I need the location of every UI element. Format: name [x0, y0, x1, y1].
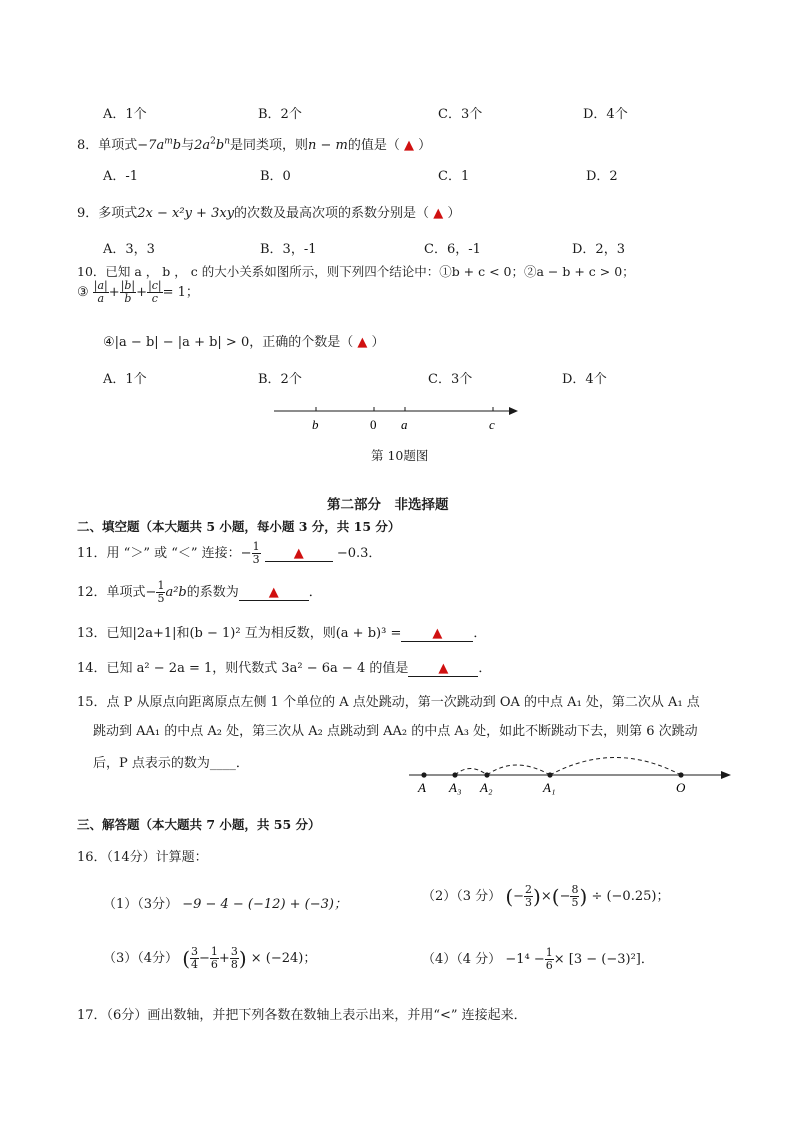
q15-jump-arc-1: [550, 758, 681, 776]
q9-marker: ▲: [433, 206, 444, 221]
q16-p3-d3: 8: [230, 958, 238, 971]
q10-axis-arrow: [509, 407, 518, 415]
q9-expr: 2x − x²y + 3xy: [137, 206, 235, 221]
q8-expr1: −7a: [137, 138, 165, 153]
q13-answer-blank[interactable]: [401, 626, 473, 642]
q13-tail: ．: [473, 626, 487, 641]
q10-label-c: c: [489, 417, 495, 432]
q16-p2-tail: ÷ (−0.25)；: [591, 889, 670, 904]
q16-p4-den: 6: [545, 959, 553, 972]
q9-option-c: C．6，-1: [424, 242, 481, 257]
q16-p2-frac-b-den: 5: [571, 896, 579, 909]
q12-answer-blank[interactable]: [239, 585, 309, 601]
q16-p3-frac-1: [190, 946, 199, 971]
q16-p2-frac-a: [524, 884, 533, 909]
q10-circled-3: ③: [77, 285, 89, 300]
q8-marker: ▲: [404, 138, 415, 153]
q9-option-b: B．3，-1: [260, 242, 317, 257]
q13-text: 13．已知|2a+1|和(b − 1)² 互为相反数，则(a + b)³ =: [77, 626, 402, 641]
q7-option-b: B．2个: [258, 107, 302, 122]
q8-expr2-b: b: [215, 138, 225, 153]
q17: 17．（6分）画出数轴，并把下列各数在数轴上表示出来，并用“<” 连接起来．: [77, 1008, 527, 1023]
q10-number-line: [270, 400, 525, 436]
q15-jump-arc-3: [455, 769, 487, 776]
q15-label-a: A: [418, 780, 426, 795]
q10-frac-b-num: |b|: [120, 279, 136, 292]
q15-point-a: [421, 772, 426, 777]
q10-label-0: 0: [370, 417, 377, 432]
q12-tail1: 的系数为: [186, 585, 239, 600]
q9-stem: [77, 202, 460, 221]
q10-frac-a-num: |a|: [93, 279, 108, 292]
q10-marker: ▲: [357, 335, 368, 350]
q8-expr2-sup2: n: [224, 136, 230, 147]
q10-frac-b-den: b: [124, 292, 132, 305]
q15-point-a2: [484, 772, 489, 777]
q16-p3-rparen: ): [238, 946, 247, 971]
q10-close: ）: [371, 335, 385, 350]
q10-label-b: b: [312, 417, 319, 432]
q16-part3: （3）（4分） ( $\frac{3}{4}$ − $\frac{1}{6}$ + $\frac{3}{8}$ ) × (−24)；: [103, 945, 317, 971]
q16-p3-n2: 1: [210, 945, 218, 958]
q9-tail: 的次数及最高次项的系数分别是（: [234, 206, 430, 221]
q10-line2: ③ $\frac{|a|}{a}$ + $\frac{|b|}{b}$ + $\frac{|c|}{c}$ = 1；: [77, 279, 199, 305]
q15-jump-arc-2: [487, 765, 550, 775]
q13: [77, 622, 486, 642]
q8-tail2: 的值是（: [347, 138, 400, 153]
q10-option-d: D．4个: [562, 372, 607, 387]
q11-frac-num: 1: [252, 540, 260, 553]
q8-expr2-sup1: 2: [210, 136, 216, 147]
q10-line2-tail: = 1；: [162, 285, 199, 300]
q16-p3-d2: 6: [210, 958, 218, 971]
q11-frac-den: 3: [252, 553, 260, 566]
q10-frac-a-den: a: [97, 292, 105, 305]
q16-p3-n3: 3: [230, 945, 238, 958]
q15-line1: 15．点 P 从原点向距离原点左侧 1 个单位的 A 点处跳动，第一次跳动到 OA 的中点 A₁ 处，第二次从 A₁ 点: [77, 695, 700, 710]
q16-p2-frac-b-num: 8: [571, 883, 579, 896]
q8-tail: 是同类项，则: [229, 138, 308, 153]
q11-frac: [252, 541, 261, 566]
q16-p3-frac-2: [210, 946, 219, 971]
q12-marker: ▲: [268, 585, 279, 600]
q16-p2-lparen2: (: [551, 884, 560, 909]
q8-expr1-tail: b: [172, 138, 182, 153]
q10-frac-c: [147, 280, 163, 305]
q10-line3-text: ④|a − b| − |a + b| > 0，正确的个数是（: [103, 335, 354, 350]
q16-p2-label: （2）（3 分）: [422, 889, 502, 904]
q16-p2-frac-a-num: 2: [525, 883, 533, 896]
q16-part1: [103, 893, 347, 912]
q11-prefix: 11．用 “＞” 或 “＜” 连接：−: [77, 546, 252, 561]
q15-line2: 跳动到 AA₁ 的中点 A₂ 处，第三次从 A₂ 点跳动到 AA₂ 的中点 A₃ 处，如此不断跳动下去，则第 6 次跳动: [93, 724, 698, 739]
q14-text: 14．已知 a² − 2a = 1，则代数式 3a² − 6a − 4 的值是: [77, 661, 409, 676]
q10-option-c: C．3个: [428, 372, 473, 387]
q8-expr3: n − m: [308, 138, 348, 153]
q15-point-o: [678, 772, 683, 777]
q8-option-a: A．-1: [103, 169, 139, 184]
q10-frac-c-den: c: [151, 292, 158, 305]
q9-option-a: A．3，3: [103, 242, 155, 257]
q7-option-d: D．4个: [583, 107, 628, 122]
q16-p3-label: （3）（4分）: [103, 951, 179, 966]
q11-tail: −0.3．: [336, 546, 382, 561]
q14-marker: ▲: [438, 661, 449, 676]
q8-expr2: 2a: [194, 138, 211, 153]
q10-frac-b: [120, 280, 136, 305]
q15-axis-arrow: [721, 771, 731, 779]
q15-line3: 后，P 点表示的数为____．: [93, 756, 249, 771]
q10-option-b: B．2个: [258, 372, 302, 387]
q12-prefix: 12．单项式−: [77, 585, 157, 600]
q13-marker: ▲: [432, 626, 443, 641]
q15-point-a1: [547, 772, 552, 777]
q10-caption: 第 10题图: [371, 448, 429, 463]
q12: [77, 580, 322, 605]
q14: [77, 657, 491, 677]
q11: [77, 541, 381, 566]
q16-p1-expr: −9 − 4 − (−12) + (−3)；: [182, 897, 347, 912]
q9-prefix: 9．多项式: [77, 206, 138, 221]
q8-option-d: D．2: [586, 169, 618, 184]
q11-answer-blank[interactable]: [265, 546, 333, 562]
q8-close: ）: [418, 138, 432, 153]
section2-heading: 二、填空题（本大题共 5 小题，每小题 3 分，共 15 分）: [77, 519, 401, 534]
section3-heading: 三、解答题（本大题共 7 小题，共 55 分）: [77, 817, 321, 832]
q8-mid: 与: [181, 138, 195, 153]
q15-number-line: [405, 754, 735, 798]
q9-option-d: D．2，3: [572, 242, 625, 257]
q8-stem: [77, 134, 431, 153]
q10-label-a: a: [401, 417, 408, 432]
q16-p1-label: （1）（3分）: [103, 897, 179, 912]
q10-frac-c-num: |c|: [148, 279, 162, 292]
q16-p4-frac: [545, 947, 554, 972]
q16-part2: （2）（3 分） (− $\frac{2}{3}$ )×(− $\frac{8}{5}$ ) ÷ (−0.25)；: [422, 883, 670, 909]
q16-p3-d1: 4: [191, 958, 198, 971]
q7-option-c: C．3个: [438, 107, 483, 122]
q8-option-c: C．1: [438, 169, 470, 184]
q15-label-a1: A₁: [543, 780, 556, 795]
q16-p3-tail: × (−24)；: [250, 951, 317, 966]
q14-tail: ．: [478, 661, 492, 676]
q14-answer-blank[interactable]: [408, 661, 478, 677]
q12-tail: ．: [308, 585, 322, 600]
q10-frac-a: [93, 280, 109, 305]
q15-label-o: O: [676, 780, 686, 795]
q7-option-a: A．1个: [103, 107, 147, 122]
q16-p4-num: 1: [545, 946, 553, 959]
q15-point-a3: [452, 772, 457, 777]
q16-p4-head: −1⁴ −: [505, 952, 545, 967]
q10-line3: [103, 331, 385, 350]
q16-title: 16．（14分）计算题：: [77, 850, 208, 865]
q16-p2-lparen1: (: [505, 884, 514, 909]
q12-frac-den: 5: [157, 592, 165, 605]
q16-p2-frac-a-den: 3: [525, 896, 533, 909]
q12-frac-num: 1: [157, 579, 165, 592]
q8-prefix: 8．单项式: [77, 138, 138, 153]
q16-p2-rparen1: ): [533, 884, 541, 909]
q16-p3-n1: 3: [191, 945, 198, 958]
part2-title: 第二部分 非选择题: [327, 497, 449, 513]
q15-label-a3: A₃: [449, 780, 462, 795]
q10-option-a: A．1个: [103, 372, 147, 387]
q11-marker: ▲: [293, 546, 304, 561]
q16-p3-lparen: (: [182, 946, 190, 971]
q16-p4-tail: × [3 − (−3)²]．: [553, 952, 654, 967]
q16-p4-label: （4）（4 分）: [422, 952, 502, 967]
q15-label-a2: A₂: [480, 780, 493, 795]
q12-expr: a²b: [165, 585, 187, 600]
q8-expr1-sup: m: [164, 136, 173, 147]
q16-p3-frac-3: [230, 946, 239, 971]
q9-close: ）: [447, 206, 461, 221]
q16-p2-rparen2: ): [579, 884, 588, 909]
q8-option-b: B．0: [260, 169, 291, 184]
q16-part4: [422, 947, 654, 972]
q10-line1: 10．已知 a ， b ， c 的大小关系如图所示，则下列四个结论中：①b + c < 0；②a − b + c > 0；: [77, 264, 635, 279]
